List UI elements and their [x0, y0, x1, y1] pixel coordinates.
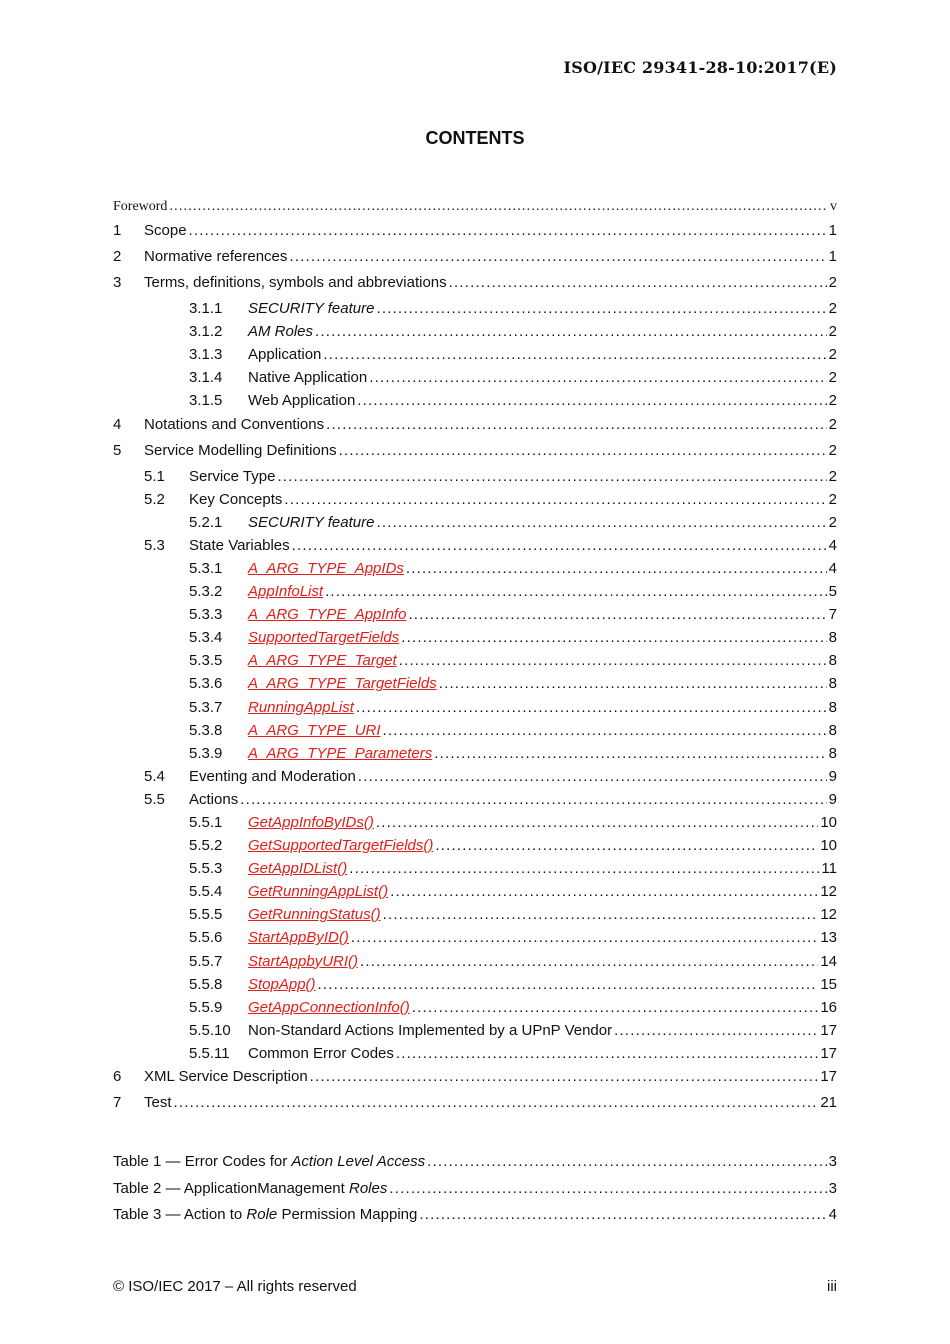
toc-entry-number: 5.3.5	[189, 652, 223, 670]
toc-entry-title: Common Error Codes	[248, 1044, 394, 1062]
toc-entry-title: Test	[144, 1094, 172, 1111]
toc-entry-page: v	[830, 199, 837, 214]
toc-entry[interactable]	[113, 1045, 837, 1068]
toc-entry-title: SECURITY feature	[248, 513, 375, 531]
toc-entry-page: 12	[820, 883, 837, 901]
toc-entry-link[interactable]: StartAppbyURI()	[248, 952, 359, 970]
dot-leader	[390, 883, 818, 900]
toc-entry-title: Foreword	[113, 199, 168, 214]
toc-entry-number: 5.3.7	[189, 698, 223, 716]
toc-entry-page: 9	[828, 767, 837, 785]
toc-entry-number: 3	[113, 274, 122, 292]
dot-leader	[399, 652, 827, 669]
dot-leader	[376, 814, 818, 831]
toc-entry-number: 5.3.6	[189, 675, 223, 693]
toc-entry-number: 5.5.5	[189, 906, 223, 924]
dot-leader	[434, 745, 826, 762]
table-title-suffix: Permission Mapping	[277, 1206, 418, 1224]
toc-entry-link[interactable]: A_ARG_TYPE_URI	[248, 721, 381, 739]
dot-leader	[406, 560, 827, 577]
toc-entry[interactable]	[113, 999, 837, 1022]
toc-entry-page: 11	[821, 860, 837, 878]
toc-entry-number: 3.1.4	[189, 369, 223, 387]
toc-entry-link[interactable]: AppInfoList	[248, 583, 324, 601]
table-title-prefix: Table 3 — Action to	[113, 1206, 247, 1224]
toc-entry-page: 2	[828, 300, 837, 318]
toc-entry[interactable]	[113, 1022, 837, 1045]
toc-entry-page: 2	[828, 323, 837, 341]
toc-entry[interactable]	[113, 199, 837, 222]
page-number: iii	[827, 1278, 837, 1295]
toc-entry-title: Key Concepts	[189, 490, 283, 508]
toc-entry-link[interactable]: A_ARG_TYPE_AppIDs	[248, 559, 404, 577]
dot-leader	[419, 1206, 826, 1223]
toc-entry-page: 7	[828, 606, 837, 624]
toc-entry-title: Actions	[189, 790, 239, 808]
toc-entry[interactable]	[113, 883, 837, 906]
dot-leader	[310, 1068, 819, 1085]
toc-entry-title: Web Application	[248, 392, 356, 410]
toc-entry-link[interactable]: SupportedTargetFields	[248, 629, 400, 647]
toc-entry-page: 10	[820, 813, 837, 831]
toc-entry[interactable]	[113, 274, 837, 300]
table-title-prefix: Table 2 — ApplicationManagement	[113, 1179, 349, 1197]
toc-entry-title: Terms, definitions, symbols and abbreviations	[144, 274, 447, 292]
toc-entry[interactable]	[113, 814, 837, 837]
toc-entry-page: 9	[828, 790, 837, 808]
table-list-page: 3	[828, 1153, 837, 1170]
toc-entry[interactable]	[113, 514, 837, 537]
toc-entry[interactable]	[113, 929, 837, 952]
copyright-footer: © ISO/IEC 2017 – All rights reserved	[113, 1278, 357, 1295]
table-list-entry[interactable]	[113, 1153, 837, 1180]
toc-entry-number: 5.3.3	[189, 606, 223, 624]
dot-leader	[169, 199, 828, 215]
toc-entry-page: 2	[828, 369, 837, 387]
page-title: CONTENTS	[425, 128, 525, 148]
toc-entry-number: 7	[113, 1094, 122, 1111]
toc-entry[interactable]	[113, 222, 837, 248]
toc-entry-title: XML Service Description	[144, 1068, 308, 1085]
toc-entry-page: 8	[828, 698, 837, 716]
toc-entry-link[interactable]: StopApp()	[248, 975, 316, 993]
toc-entry-number: 5.1	[144, 467, 165, 485]
toc-entry-title: AM Roles	[248, 323, 314, 341]
table-list-title	[113, 1180, 389, 1197]
dot-leader	[326, 416, 827, 433]
toc-entry-title: Service Modelling Definitions	[144, 441, 337, 459]
toc-entry-link[interactable]: A_ARG_TYPE_AppInfo	[248, 606, 407, 624]
toc-entry-number: 5.5.11	[189, 1044, 230, 1062]
dot-leader	[318, 976, 819, 993]
toc-entry-page: 4	[828, 536, 837, 554]
table-title-emphasis: Roles	[348, 1179, 388, 1197]
toc-entry-number: 5.5.2	[189, 837, 223, 855]
toc-entry-link[interactable]: RunningAppList	[248, 698, 354, 716]
table-title-emphasis: Action Level Access	[291, 1153, 426, 1170]
toc-entry[interactable]	[113, 346, 837, 369]
toc-entry[interactable]	[113, 722, 837, 745]
toc-entry-title: State Variables	[189, 536, 290, 554]
toc-entry-page: 21	[820, 1094, 837, 1111]
toc-entry-link[interactable]: GetRunningStatus()	[248, 906, 381, 924]
dot-leader	[383, 906, 819, 923]
toc-entry-number: 1	[113, 222, 122, 240]
toc-entry-number: 5.5	[144, 790, 165, 808]
toc-entry-page: 4	[828, 559, 837, 577]
toc-entry-page: 1	[828, 222, 837, 240]
table-of-contents	[113, 199, 837, 1120]
toc-entry[interactable]	[113, 392, 837, 415]
dot-leader	[427, 1153, 827, 1170]
toc-entry-page: 1	[828, 248, 837, 266]
dot-leader	[351, 929, 818, 946]
toc-entry-link[interactable]: GetSupportedTargetFields()	[248, 837, 434, 855]
toc-entry-link[interactable]: GetAppConnectionInfo()	[248, 998, 410, 1016]
toc-entry-number: 5.3.2	[189, 583, 223, 601]
toc-entry-page: 15	[820, 975, 837, 993]
toc-entry-number: 5.5.6	[189, 929, 223, 947]
toc-entry-number: 3.1.1	[189, 300, 223, 318]
toc-entry-number: 5.5.7	[189, 952, 223, 970]
toc-entry[interactable]	[113, 369, 837, 392]
toc-entry-number: 5.3.4	[189, 629, 223, 647]
toc-entry[interactable]	[113, 768, 837, 791]
toc-entry-title: Application	[248, 346, 322, 364]
toc-entry-title: Native Application	[248, 369, 368, 387]
toc-entry-number: 2	[113, 248, 122, 266]
toc-entry-number: 3.1.2	[189, 323, 223, 341]
dot-leader	[401, 629, 826, 646]
toc-entry[interactable]	[113, 468, 837, 491]
table-list-entry[interactable]	[113, 1206, 837, 1233]
dot-leader	[614, 1022, 818, 1039]
toc-entry-link[interactable]: A_ARG_TYPE_Target	[248, 652, 397, 670]
toc-entry-page: 8	[828, 744, 837, 762]
dot-leader	[449, 274, 827, 291]
toc-entry-title: Scope	[144, 222, 187, 240]
dot-leader	[189, 222, 827, 239]
toc-entry-title: Notations and Conventions	[144, 415, 325, 433]
dot-leader	[357, 392, 826, 409]
toc-entry-number: 5.5.4	[189, 883, 223, 901]
toc-entry[interactable]	[113, 837, 837, 860]
toc-entry-number: 5.2	[144, 490, 165, 508]
dot-leader	[358, 768, 827, 785]
toc-entry-link[interactable]: GetAppIDList()	[248, 860, 348, 878]
dot-leader	[277, 468, 826, 485]
toc-entry-page: 5	[828, 583, 837, 601]
toc-entry-title: Normative references	[144, 248, 288, 266]
toc-entry[interactable]	[113, 1094, 837, 1120]
toc-entry[interactable]	[113, 300, 837, 323]
dot-leader	[360, 953, 818, 970]
dot-leader	[435, 837, 818, 854]
toc-entry-page: 13	[820, 929, 837, 947]
toc-entry-page: 2	[828, 513, 837, 531]
toc-entry-page: 12	[820, 906, 837, 924]
toc-entry-title: SECURITY feature	[248, 300, 375, 318]
dot-leader	[396, 1045, 818, 1062]
dot-leader	[389, 1180, 826, 1197]
toc-entry[interactable]	[113, 560, 837, 583]
toc-entry-number: 5.5.1	[189, 813, 223, 831]
toc-entry-page: 17	[820, 1044, 837, 1062]
dot-leader	[323, 346, 826, 363]
dot-leader	[289, 248, 826, 265]
toc-entry[interactable]	[113, 976, 837, 999]
dot-leader	[240, 791, 826, 808]
toc-entry[interactable]	[113, 606, 837, 629]
toc-entry-title: Non-Standard Actions Implemented by a UPnP Vendor	[248, 1021, 613, 1039]
toc-entry[interactable]	[113, 537, 837, 560]
table-list-page: 4	[828, 1206, 837, 1224]
dot-leader	[284, 491, 826, 508]
dot-leader	[339, 442, 827, 459]
toc-entry[interactable]	[113, 491, 837, 514]
toc-entry-page: 14	[820, 952, 837, 970]
toc-entry-page: 8	[828, 721, 837, 739]
toc-entry-page: 16	[820, 998, 837, 1016]
dot-leader	[439, 675, 827, 692]
toc-entry[interactable]	[113, 745, 837, 768]
toc-entry-page: 2	[828, 467, 837, 485]
dot-leader	[408, 606, 826, 623]
dot-leader	[315, 323, 827, 340]
toc-entry-page: 8	[828, 675, 837, 693]
toc-entry-number: 4	[113, 415, 122, 433]
toc-entry[interactable]	[113, 675, 837, 698]
toc-entry[interactable]	[113, 442, 837, 468]
dot-leader	[325, 583, 827, 600]
document-id-header: ISO/IEC 29341-28-10:2017(E)	[563, 58, 837, 77]
toc-entry[interactable]	[113, 583, 837, 606]
dot-leader	[292, 537, 827, 554]
toc-entry-link[interactable]: GetRunningAppList()	[248, 883, 389, 901]
toc-entry-number: 5.5.9	[189, 998, 223, 1016]
toc-entry-link[interactable]: A_ARG_TYPE_Parameters	[248, 744, 433, 762]
toc-entry-page: 2	[828, 490, 837, 508]
toc-entry[interactable]	[113, 860, 837, 883]
toc-entry-page: 2	[828, 415, 837, 433]
toc-entry-link[interactable]: GetAppInfoByIDs()	[248, 813, 374, 831]
toc-entry[interactable]	[113, 906, 837, 929]
dot-leader	[376, 300, 826, 317]
toc-entry-page: 2	[828, 441, 837, 459]
toc-entry-number: 5.5.10	[189, 1021, 231, 1039]
dot-leader	[356, 699, 827, 716]
toc-entry-page: 17	[820, 1068, 837, 1085]
toc-entry-page: 17	[820, 1021, 837, 1039]
toc-entry[interactable]	[113, 699, 837, 722]
table-title-emphasis: Role	[246, 1206, 278, 1224]
toc-entry-number: 5.5.8	[189, 975, 223, 993]
dot-leader	[383, 722, 827, 739]
toc-entry[interactable]	[113, 652, 837, 675]
toc-entry[interactable]	[113, 248, 837, 274]
toc-entry-link[interactable]: A_ARG_TYPE_TargetFields	[248, 675, 437, 693]
toc-entry-number: 5.5.3	[189, 860, 223, 878]
toc-entry[interactable]	[113, 1068, 837, 1094]
toc-entry-page: 8	[828, 629, 837, 647]
table-list-entry[interactable]	[113, 1180, 837, 1207]
toc-entry-title: Eventing and Moderation	[189, 767, 356, 785]
toc-entry-number: 5	[113, 441, 122, 459]
table-list-page: 3	[828, 1179, 837, 1197]
toc-entry[interactable]	[113, 323, 837, 346]
toc-entry-page: 2	[828, 346, 837, 364]
toc-entry-number: 5.4	[144, 767, 165, 785]
dot-leader	[376, 514, 826, 531]
table-list-title	[113, 1206, 419, 1223]
toc-entry-number: 5.3	[144, 536, 165, 554]
toc-entry-page: 2	[828, 274, 837, 292]
toc-entry[interactable]	[113, 791, 837, 814]
toc-entry-number: 3.1.3	[189, 346, 223, 364]
toc-entry-page: 10	[820, 837, 837, 855]
toc-entry[interactable]	[113, 953, 837, 976]
toc-entry-link[interactable]: StartAppByID()	[248, 929, 349, 947]
dot-leader	[349, 860, 819, 877]
toc-entry-title: Service Type	[189, 467, 276, 485]
dot-leader	[369, 369, 826, 386]
table-list-title	[113, 1153, 427, 1170]
table-title-prefix: Table 1 — Error Codes for	[113, 1153, 292, 1170]
toc-entry-page: 2	[828, 392, 837, 410]
toc-entry-number: 3.1.5	[189, 392, 223, 410]
toc-entry[interactable]	[113, 629, 837, 652]
toc-entry-number: 6	[113, 1068, 122, 1085]
toc-entry[interactable]	[113, 416, 837, 442]
toc-entry-number: 5.3.8	[189, 721, 223, 739]
list-of-tables	[113, 1153, 837, 1233]
dot-leader	[174, 1094, 819, 1111]
toc-entry-number: 5.3.1	[189, 559, 223, 577]
toc-entry-page: 8	[828, 652, 837, 670]
toc-entry-number: 5.3.9	[189, 744, 223, 762]
toc-entry-number: 5.2.1	[189, 513, 223, 531]
dot-leader	[412, 999, 819, 1016]
